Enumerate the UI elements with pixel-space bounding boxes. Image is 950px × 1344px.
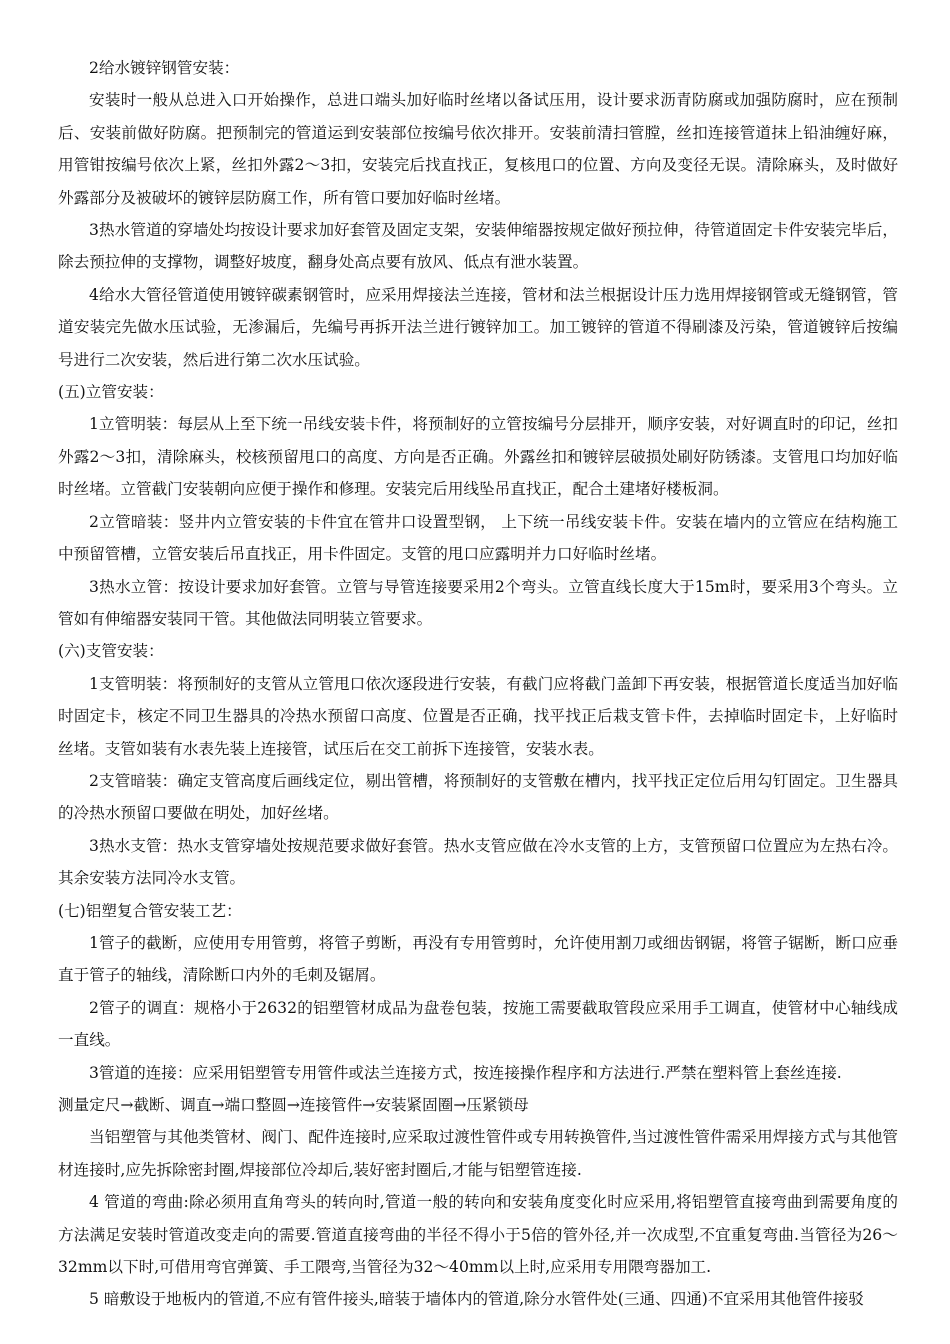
- paragraph-transition-fittings: 当铝塑管与其他类管材、阀门、配件连接时,应采取过渡性管件或专用转换管件,当过渡性管件需采用焊接方式与其他管材连接时,应先拆除密封圈,焊接部位冷却后,装好密封圈后,才能与铝塑管连接.: [58, 1128, 898, 1179]
- paragraph-branch-exposed: 1支管明装：将预制好的支管从立管甩口依次逐段进行安装，有截门应将截门盖卸下再安装，根据管道长度适当加好临时固定卡，核定不同卫生器具的冷热水预留口高度、位置是否正确，找平找正后栽支管卡件，去掉临时固定卡，上好临时丝堵。支管如装有水表先装上连接管，试压后在交工前拆下连接管，安装水表。: [58, 674, 898, 758]
- section-heading-aluminum-plastic: (七)铝塑复合管安装工艺：: [58, 901, 242, 920]
- process-flow-line: 测量定尺→截断、调直→端口整圆→连接管件→安装紧固圈→压紧锁母: [58, 1096, 529, 1114]
- paragraph-riser-concealed: 2立管暗装：竖井内立管安装的卡件宜在管井口设置型钢， 上下统一吊线安装卡件。安装在墙内的立管应在结构施工中预留管槽，立管安装后吊直找正，用卡件固定。支管的甩口应露明并力口好临时丝堵。: [58, 512, 898, 564]
- section-heading-riser: (五)立管安装：: [58, 383, 164, 402]
- paragraph-branch-concealed: 2支管暗装：确定支管高度后画线定位，剔出管槽，将预制好的支管敷在槽内，找平找正定位后用勾钉固定。卫生器具的冷热水预留口要做在明处，加好丝堵。: [58, 771, 898, 823]
- paragraph-concealed-floor-pipe: 5 暗敷设于地板内的管道,不应有管件接头,暗装于墙体内的管道,除分水管件处(三通、四通)不宜采用其他管件接驳: [89, 1290, 864, 1309]
- document-page: [58, 52, 898, 1316]
- paragraph-hot-water-pipe: 3热水管道的穿墙处均按设计要求加好套管及固定支架，安装伸缩器按规定做好预拉伸，待管道固定卡件安装完毕后，除去预拉伸的支撑物，调整好坡度，翻身处高点要有放风、低点有泄水装置。: [58, 221, 898, 272]
- paragraph-pipe-cutting: 1管子的截断，应使用专用管剪，将管子剪断，再没有专用管剪时，允许使用割刀或细齿钢锯，将管子锯断，断口应垂直于管子的轴线，清除断口内外的毛刺及锯屑。: [58, 933, 898, 985]
- paragraph-pipe-bending: 4 管道的弯曲:除必须用直角弯头的转向时,管道一般的转向和安装角度变化时应采用,将铝塑管直接弯曲到需要角度的方法满足安装时管道改变走向的需要.管道直接弯曲的半径不得小于5倍的管外径,并一次成型,不宜重复弯曲.当管径为26～32mm以下时,可借用弯官弹簧、手工隈弯,当管径为32～40mm以上时,应采用专用隈弯器加工.: [58, 1193, 898, 1277]
- paragraph-riser-exposed: 1立管明装：每层从上至下统一吊线安装卡件，将预制好的立管按编号分层排开，顺序安装，对好调直时的印记，丝扣外露2～3扣，清除麻头，校核预留甩口的高度、方向是否正确。外露丝扣和镀锌层破损处刷好防锈漆。支管甩口均加好临时丝堵。立管截门安装朝向应便于操作和修理。安装完后用线坠吊直找正，配合土建堵好楼板洞。: [58, 415, 898, 499]
- paragraph-hot-water-riser: 3热水立管：按设计要求加好套管。立管与导管连接要采用2个弯头。立管直线长度大于15m时，要采用3个弯头。立管如有伸缩器安装同干管。其他做法同明装立管要求。: [58, 577, 898, 628]
- paragraph-pipe-straightening: 2管子的调直：规格小于2632的铝塑管材成品为盘卷包装，按施工需要截取管段应采用手工调直，使管材中心轴线成一直线。: [58, 998, 898, 1050]
- section-heading-branch: (六)支管安装：: [58, 642, 164, 661]
- paragraph-galvanized-pipe-install: 安装时一般从总进入口开始操作，总进口端头加好临时丝堵以备试压用，设计要求沥青防腐或加强防腐时，应在预制后、安装前做好防腐。把预制完的管道运到安装部位按编号依次排开。安装前清扫管膛，丝扣连接管道抹上铅油缠好麻，用管钳按编号依次上紧，丝扣外露2～3扣，安装完后找直找正，复核甩口的位置、方向及变径无误。清除麻头，及时做好外露部分及被破坏的镀锌层防腐工作，所有管口要加好临时丝堵。: [58, 91, 898, 207]
- paragraph-large-diameter-pipe: 4给水大管径管道使用镀锌碳素钢管时，应采用焊接法兰连接，管材和法兰根据设计压力选用焊接钢管或无缝钢管，管道安装完先做水压试验，无渗漏后，先编号再拆开法兰进行镀锌加工。加工镀锌的管道不得刷漆及污染，管道镀锌后按编号进行二次安装，然后进行第二次水压试验。: [58, 285, 898, 369]
- paragraph-galvanized-pipe-title: 2给水镀锌钢管安装：: [89, 59, 240, 77]
- paragraph-pipe-connection: 3管道的连接：应采用铝塑管专用管件或法兰连接方式，按连接操作程序和方法进行.严禁在塑料管上套丝连接.: [89, 1063, 842, 1082]
- paragraph-hot-water-branch: 3热水支管：热水支管穿墙处按规范要求做好套管。热水支管应做在冷水支管的上方，支管预留口位置应为左热右冷。其余安装方法同冷水支管。: [58, 836, 898, 888]
